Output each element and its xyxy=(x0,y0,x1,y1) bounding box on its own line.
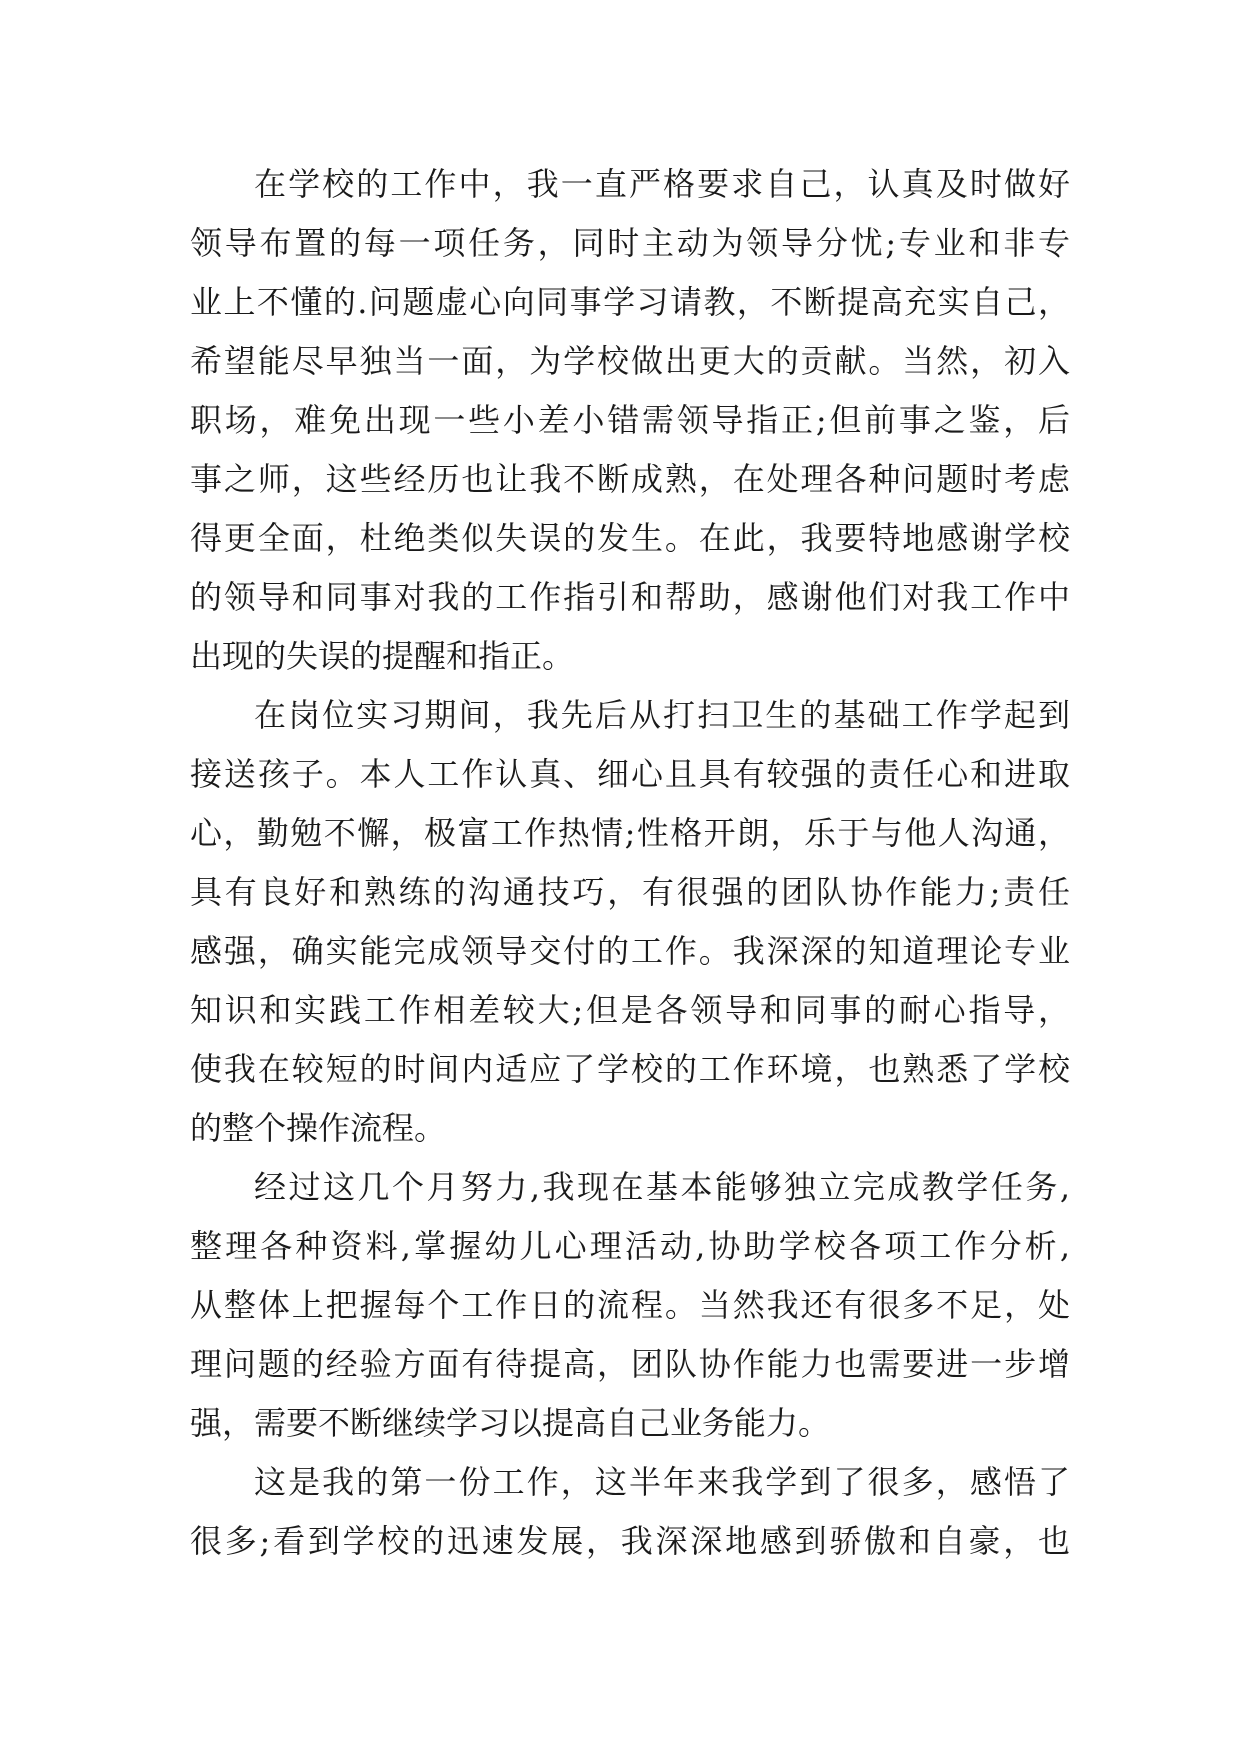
paragraph-3-line-1: 经过这几个月努力,我现在基本能够独立完成教学任务, xyxy=(254,1168,1070,1206)
paragraph-2-line-1: 在岗位实习期间，我先后从打扫卫生的基础工作学起到 xyxy=(254,696,1070,734)
paragraph-1-line-2: 领导布置的每一项任务，同时主动为领导分忧;专业和非专 xyxy=(190,224,1070,262)
document-body xyxy=(190,155,1070,1571)
paragraph-1-line-7: 得更全面，杜绝类似失误的发生。在此，我要特地感谢学校 xyxy=(190,519,1070,557)
paragraph-2-line-5: 感强，确实能完成领导交付的工作。我深深的知道理论专业 xyxy=(190,932,1070,970)
paragraph-2-line-6: 知识和实践工作相差较大;但是各领导和同事的耐心指导， xyxy=(190,991,1070,1029)
paragraph-3-line-3: 从整体上把握每个工作日的流程。当然我还有很多不足，处 xyxy=(190,1286,1070,1324)
paragraph-1-line-5: 职场，难免出现一些小差小错需领导指正;但前事之鉴，后 xyxy=(190,401,1070,439)
paragraph-1-line-3: 业上不懂的.问题虚心向同事学习请教，不断提高充实自己， xyxy=(190,283,1070,321)
paragraph-4-line-1: 这是我的第一份工作，这半年来我学到了很多，感悟了 xyxy=(254,1463,1070,1501)
paragraph-3-line-4: 理问题的经验方面有待提高，团队协作能力也需要进一步增 xyxy=(190,1345,1070,1383)
paragraph-3-line-5: 强，需要不断继续学习以提高自己业务能力。 xyxy=(190,1404,831,1442)
paragraph-1-line-1: 在学校的工作中，我一直严格要求自己，认真及时做好 xyxy=(254,165,1070,203)
paragraph-1-line-4: 希望能尽早独当一面，为学校做出更大的贡献。当然，初入 xyxy=(190,342,1070,380)
paragraph-1-line-8: 的领导和同事对我的工作指引和帮助，感谢他们对我工作中 xyxy=(190,578,1070,616)
paragraph-3-line-2: 整理各种资料,掌握幼儿心理活动,协助学校各项工作分析, xyxy=(190,1227,1070,1265)
paragraph-4-line-2: 很多;看到学校的迅速发展，我深深地感到骄傲和自豪，也 xyxy=(190,1522,1070,1560)
paragraph-2-line-8: 的整个操作流程。 xyxy=(190,1109,447,1147)
paragraph-2-line-4: 具有良好和熟练的沟通技巧，有很强的团队协作能力;责任 xyxy=(190,873,1070,911)
paragraph-2-line-3: 心，勤勉不懈，极富工作热情;性格开朗，乐于与他人沟通， xyxy=(190,814,1070,852)
paragraph-1-line-9: 出现的失误的提醒和指正。 xyxy=(190,637,575,675)
paragraph-2-line-2: 接送孩子。本人工作认真、细心且具有较强的责任心和进取 xyxy=(190,755,1070,793)
paragraph-2-line-7: 使我在较短的时间内适应了学校的工作环境，也熟悉了学校 xyxy=(190,1050,1070,1088)
paragraph-1-line-6: 事之师，这些经历也让我不断成熟，在处理各种问题时考虑 xyxy=(190,460,1070,498)
